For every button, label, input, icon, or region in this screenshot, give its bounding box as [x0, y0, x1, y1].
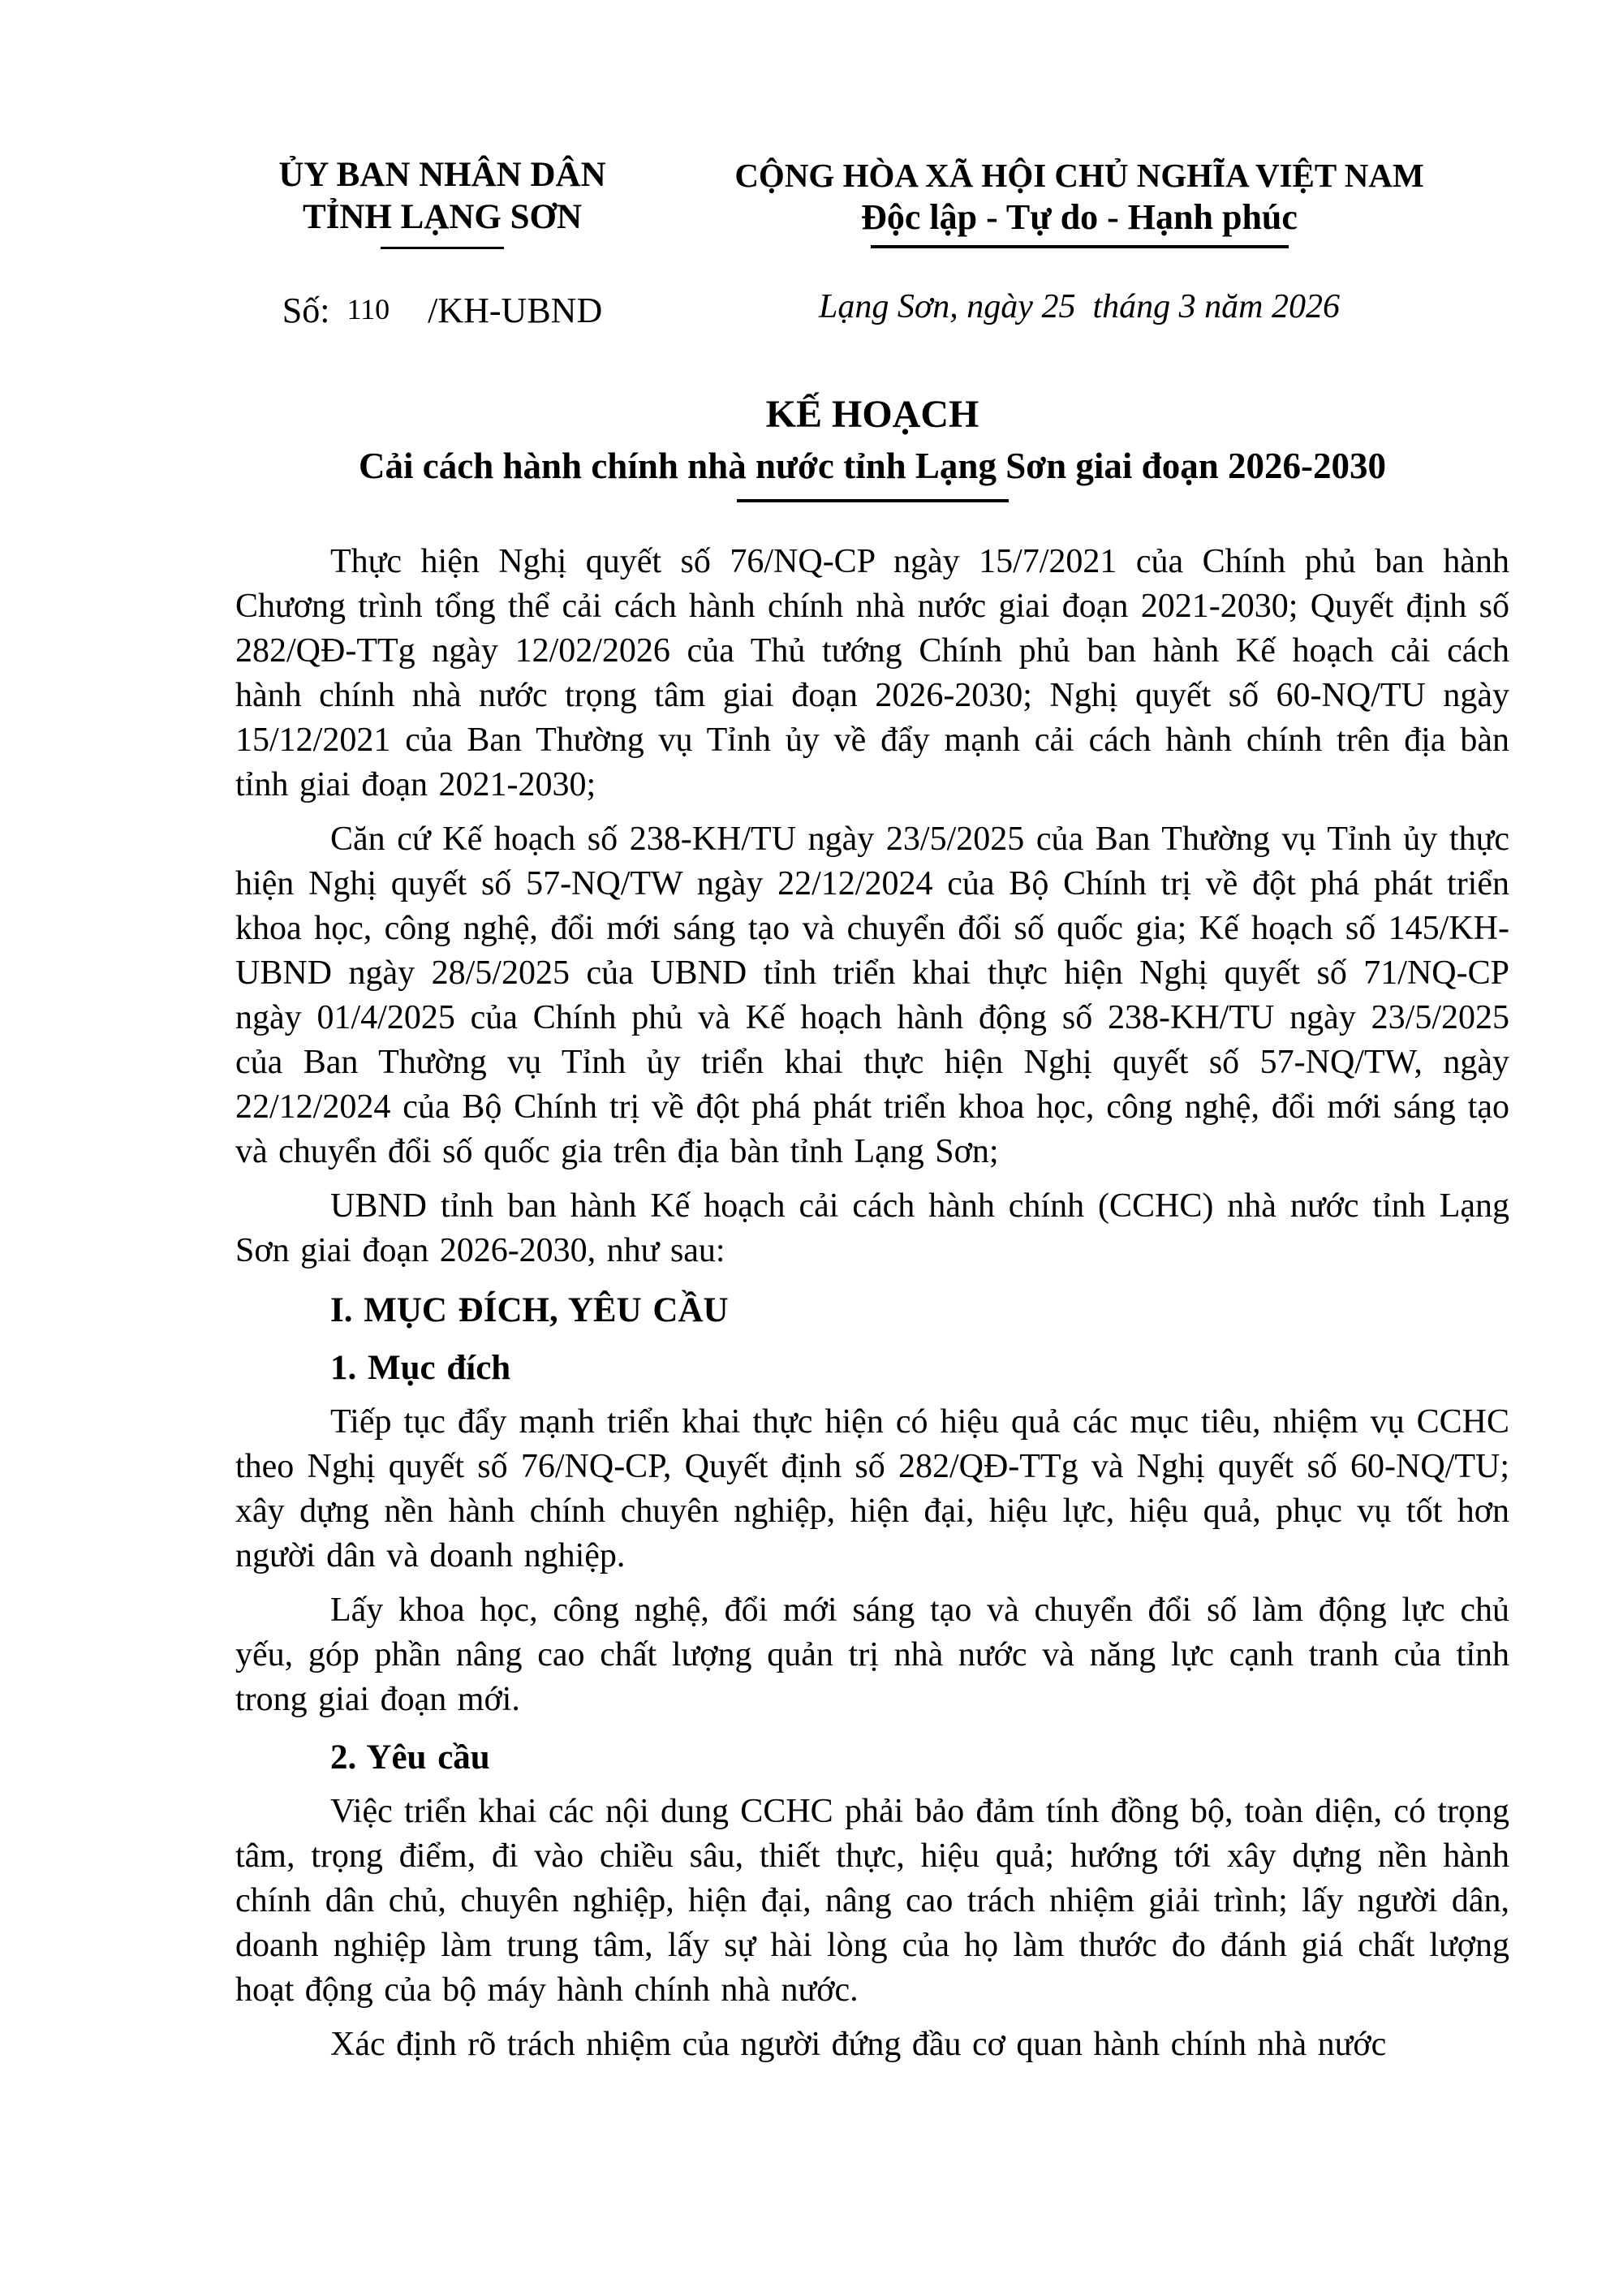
body-paragraph: Thực hiện Nghị quyết số 76/NQ-CP ngày 15/7/2021 của Chính phủ ban hành Chương trình tổng thể cải cách hành chính nhà nước giai đoạn 2021-2030; Quyết định số 282/QĐ-TTg ngày 12/02/2026 của Thủ tướng Chính phủ ban hành Kế hoạch cải cách hành chính nhà nước trọng tâm giai đoạn 2026-2030; Nghị quyết số 60-NQ/TU ngày 15/12/2021 của Ban Thường vụ Tỉnh ủy về đẩy mạnh cải cách hành chính trên địa bàn tỉnh giai đoạn 2021-2030; — [235, 543, 1509, 803]
body-paragraph: Tiếp tục đẩy mạnh triển khai thực hiện có hiệu quả các mục tiêu, nhiệm vụ CCHC theo Nghị quyết số 76/NQ-CP, Quyết định số 282/QĐ-TTg và Nghị quyết số 60-NQ/TU; xây dựng nền hành chính chuyên nghiệp, hiện đại, hiệu lực, hiệu quả, phục vụ tốt hơn người dân và doanh nghiệp. — [235, 1403, 1509, 1574]
national-title: CỘNG HÒA XÃ HỘI CHỦ NGHĨA VIỆT NAM — [734, 157, 1424, 194]
document-title-block — [235, 392, 1509, 502]
issuing-agency-block — [235, 154, 649, 334]
document-number-line — [235, 290, 649, 334]
document-body — [235, 540, 1509, 2067]
body-paragraph: UBND tỉnh ban hành Kế hoạch cải cách hành chính (CCHC) nhà nước tỉnh Lạng Sơn giai đoạn 2026-2030, như sau: — [235, 1187, 1509, 1269]
place-date-line: Lạng Sơn, ngày 25 tháng 3 năm 2026 — [819, 288, 1340, 325]
title-divider-line — [737, 499, 1009, 502]
document-number-label: Số: — [282, 291, 330, 330]
national-motto: Độc lập - Tự do - Hạnh phúc — [861, 197, 1298, 237]
motto-divider-line — [871, 245, 1289, 248]
document-subject-title: Cải cách hành chính nhà nước tỉnh Lạng Sơn giai đoạn 2026-2030 — [359, 446, 1386, 486]
body-paragraph: Căn cứ Kế hoạch số 238-KH/TU ngày 23/5/2025 của Ban Thường vụ Tỉnh ủy thực hiện Nghị quyết số 57-NQ/TW ngày 22/12/2024 của Bộ Chính trị về đột phá phát triển khoa học, công nghệ, đổi mới sáng tạo và chuyển đổi số quốc gia; Kế hoạch số 145/KH-UBND ngày 28/5/2025 của UBND tỉnh triển khai thực hiện Nghị quyết số 71/NQ-CP ngày 01/4/2025 của Chính phủ và Kế hoạch hành động số 238-KH/TU ngày 23/5/2025 của Ban Thường vụ Tỉnh ủy triển khai thực hiện Nghị quyết số 57-NQ/TW, ngày 22/12/2024 của Bộ Chính trị về đột phá phát triển khoa học, công nghệ, đổi mới sáng tạo và chuyển đổi số quốc gia trên địa bàn tỉnh Lạng Sơn; — [235, 821, 1509, 1170]
body-paragraph: Xác định rõ trách nhiệm của người đứng đầu cơ quan hành chính nhà nước — [330, 2026, 1387, 2063]
section-heading-number: 1. Mục đích — [330, 1349, 511, 1387]
section-heading-roman: I. MỤC ĐÍCH, YÊU CẦU — [330, 1291, 729, 1329]
body-paragraph: Việc triển khai các nội dung CCHC phải bảo đảm tính đồng bộ, toàn diện, có trọng tâm, trọng điểm, đi vào chiều sâu, thiết thực, hiệu quả; hướng tới xây dựng nền hành chính dân chủ, chuyên nghiệp, hiện đại, nâng cao trách nhiệm giải trình; lấy người dân, doanh nghiệp làm trung tâm, lấy sự hài lòng của họ làm thước đo đánh giá chất lượng hoạt động của bộ máy hành chính nhà nước. — [235, 1793, 1509, 2009]
issuing-agency-parent: ỦY BAN NHÂN DÂN — [278, 156, 606, 194]
document-number-suffix: /KH-UBND — [428, 291, 603, 330]
national-header-block — [649, 154, 1509, 334]
document-header — [0, 0, 1623, 334]
section-heading-number: 2. Yêu cầu — [330, 1738, 490, 1777]
body-paragraph: Lấy khoa học, công nghệ, đổi mới sáng tạo và chuyển đổi số làm động lực chủ yếu, góp phần nâng cao chất lượng quản trị nhà nước và năng lực cạnh tranh của tỉnh trong giai đoạn mới. — [235, 1592, 1509, 1718]
document-number-value: 110 — [347, 293, 390, 325]
agency-divider-line — [381, 247, 504, 249]
document-kind-title: KẾ HOẠCH — [765, 393, 979, 436]
issuing-agency-name: TỈNH LẠNG SƠN — [302, 198, 583, 236]
